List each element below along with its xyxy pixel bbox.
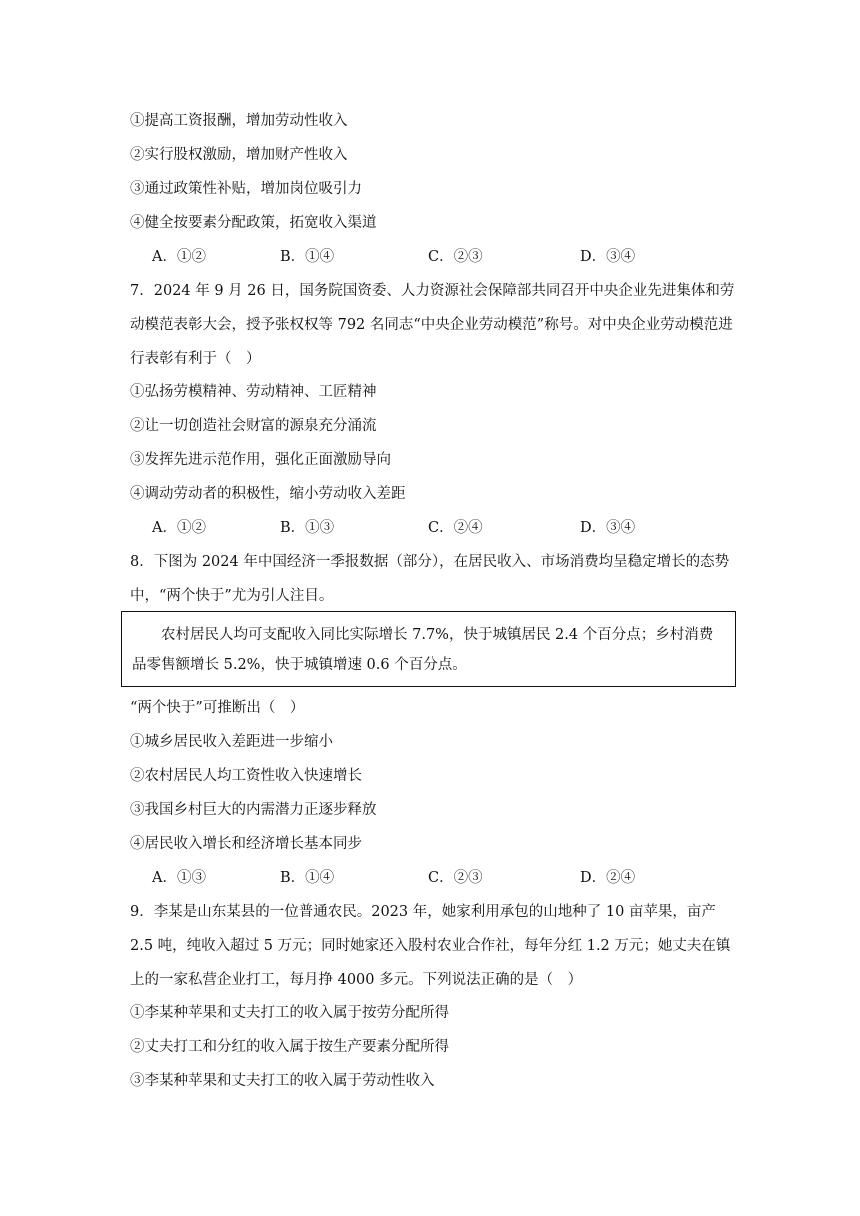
q7-item-4: ④调动劳动者的积极性，缩小劳动收入差距 xyxy=(130,486,406,502)
q7-option-b[interactable]: B．①③ xyxy=(280,520,335,536)
q7-item-1: ①弘扬劳模精神、劳动精神、工匠精神 xyxy=(130,384,377,400)
q8-question: “两个快于”可推断出（ ） xyxy=(130,700,305,716)
q6-options xyxy=(152,247,712,267)
q8-data-box xyxy=(121,611,736,687)
q8-option-a[interactable]: A．①③ xyxy=(152,870,206,886)
q7-stem: 7．2024 年 9 月 26 日，国务院国资委、人力资源社会保障部共同召开中央企业先进集体和劳动模范表彰大会，授予张权权等 792 名同志“中央企业劳动模范”称号。对中央企业劳动模范进行表彰有利于（ ） xyxy=(130,283,735,367)
q7-option-c[interactable]: C．②④ xyxy=(428,520,483,536)
q8-options xyxy=(152,868,712,888)
q8-item-2: ②农村居民人均工资性收入快速增长 xyxy=(130,768,362,784)
q7-option-a[interactable]: A．①② xyxy=(152,520,206,536)
q6-item-2: ②实行股权激励，增加财产性收入 xyxy=(130,147,348,163)
q6-item-1: ①提高工资报酬，增加劳动性收入 xyxy=(130,113,348,129)
q8-option-c[interactable]: C．②③ xyxy=(428,870,483,886)
q8-item-1: ①城乡居民收入差距进一步缩小 xyxy=(130,734,333,750)
q8-stem: 8．下图为 2024 年中国经济一季报数据（部分），在居民收入、市场消费均呈稳定增长的态势中，“两个快于”尤为引人注目。 xyxy=(130,554,730,604)
q7-option-d[interactable]: D．③④ xyxy=(580,520,636,536)
q9-stem: 9．李某是山东某县的一位普通农民。2023 年，她家利用承包的山地种了 10 亩苹果，亩产 2.5 吨，纯收入超过 5 万元；同时她家还入股村农业合作社，每年分红 1.2 万元；她丈夫在镇上的一家私营企业打工，每月挣 4000 多元。下列说法正确的是（ ） xyxy=(130,904,731,988)
q6-item-3: ③通过政策性补贴，增加岗位吸引力 xyxy=(130,181,362,197)
q6-item-4: ④健全按要素分配政策，拓宽收入渠道 xyxy=(130,215,377,231)
q9-item-3: ③李某种苹果和丈夫打工的收入属于劳动性收入 xyxy=(130,1073,435,1089)
q8-option-b[interactable]: B．①④ xyxy=(280,870,335,886)
q8-box-text: 农村居民人均可支配收入同比实际增长 7.7%，快于城镇居民 2.4 个百分点；乡村消费品零售额增长 5.2%，快于城镇增速 0.6 个百分点。 xyxy=(132,627,714,673)
q7-item-3: ③发挥先进示范作用，强化正面激励导向 xyxy=(130,452,391,468)
q9-item-2: ②丈夫打工和分红的收入属于按生产要素分配所得 xyxy=(130,1039,449,1055)
q9-item-1: ①李某种苹果和丈夫打工的收入属于按劳分配所得 xyxy=(130,1005,449,1021)
q7-item-2: ②让一切创造社会财富的源泉充分涌流 xyxy=(130,418,377,434)
q8-item-3: ③我国乡村巨大的内需潜力正逐步释放 xyxy=(130,802,377,818)
q7-options xyxy=(152,518,712,538)
q6-option-b[interactable]: B．①④ xyxy=(280,249,335,265)
q6-option-c[interactable]: C．②③ xyxy=(428,249,483,265)
q6-option-a[interactable]: A．①② xyxy=(152,249,206,265)
q8-item-4: ④居民收入增长和经济增长基本同步 xyxy=(130,836,362,852)
q6-option-d[interactable]: D．③④ xyxy=(580,249,636,265)
q8-option-d[interactable]: D．②④ xyxy=(580,870,636,886)
